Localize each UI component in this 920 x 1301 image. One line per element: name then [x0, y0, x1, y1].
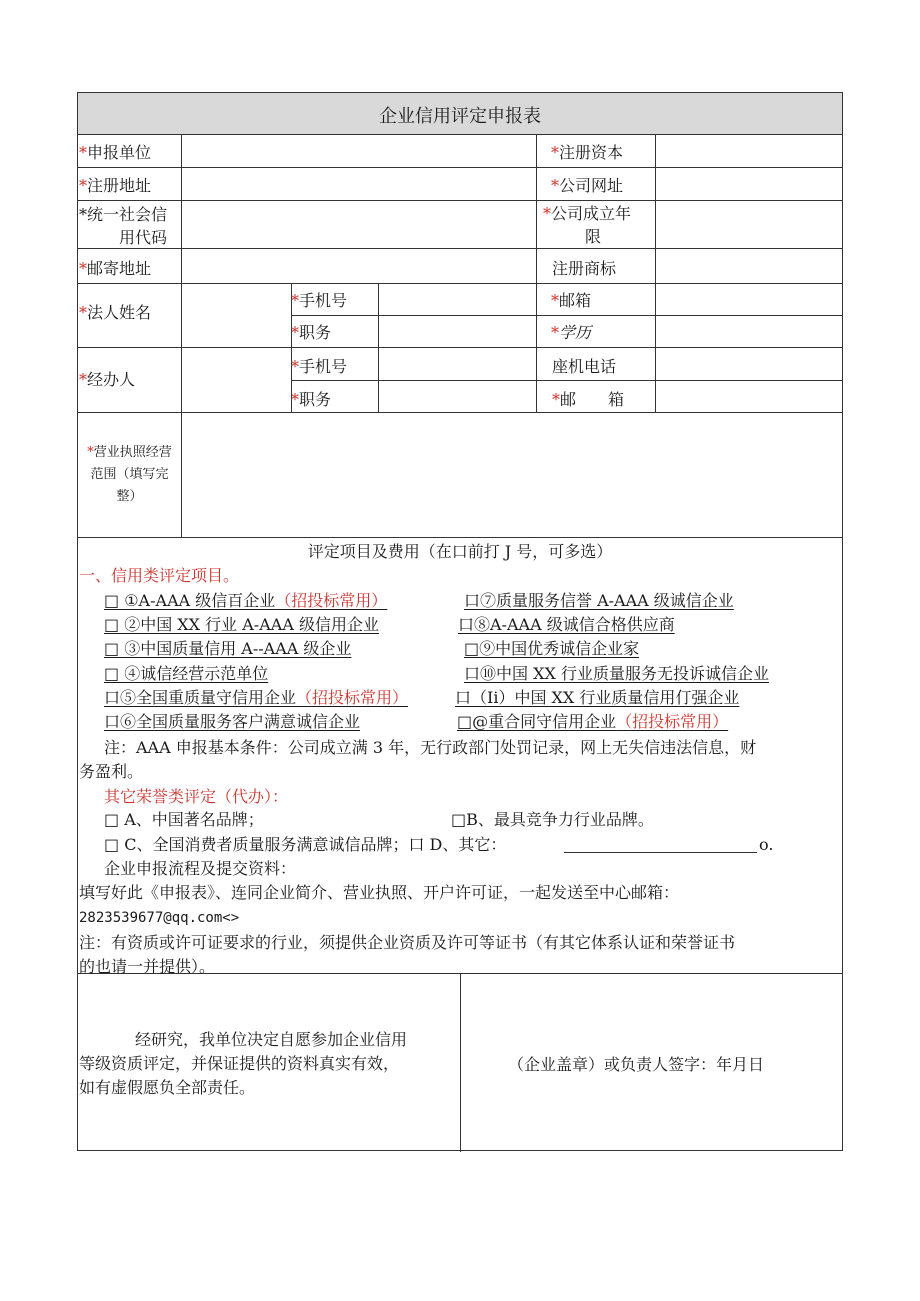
website-label: *公司网址: [551, 176, 624, 195]
process-email: 2823539677@qq.com<>: [79, 910, 240, 926]
years-label-2: 限: [585, 227, 602, 246]
option-11[interactable]: 口（Ii）中国 XX 行业质量信用仃强企业: [455, 688, 740, 707]
years-label: *公司成立年: [543, 204, 632, 223]
education-label: *学历: [551, 323, 592, 342]
handler-email-label: *邮 箱: [552, 390, 625, 409]
trademark-label: 注册商标: [552, 259, 617, 278]
aaa-note: 注：AAA 申报基本条件：公司成立满 3 年，无行政部门处罚记录，网上无失信违法信息，财: [104, 738, 757, 757]
option-8[interactable]: 口⑧A-AAA 级诚信合格供应商: [458, 615, 675, 634]
handler-mobile-label: *手机号: [291, 357, 348, 376]
option-12[interactable]: □@重合同守信用企业（招投标常用）: [457, 712, 729, 731]
legal-email-label: *邮箱: [551, 291, 592, 310]
option-6[interactable]: 口⑥全国质量服务客户满意诚信企业: [104, 712, 361, 731]
process-note-2: 的也请一并提供）。: [79, 957, 216, 976]
option-2[interactable]: □ ②中国 XX 行业 A-AAA 级信用企业: [104, 615, 379, 634]
registered-capital-label: *注册资本: [551, 143, 624, 162]
declaration-line-3: 如有虚假愿负全部责任。: [79, 1078, 256, 1097]
form-title: 企业信用评定申报表: [379, 106, 541, 127]
option-9[interactable]: □⑨中国优秀诚信企业家: [464, 639, 640, 658]
legal-mobile-label: *手机号: [291, 291, 348, 310]
declaration-line-1: 经研究，我单位决定自愿参加企业信用: [135, 1030, 408, 1049]
landline-label: 座机电话: [552, 357, 617, 376]
process-title: 企业申报流程及提交资料：: [104, 859, 297, 878]
handler-label: *经办人: [79, 370, 136, 389]
option-1[interactable]: □ ①A-AAA 级信百企业（招投标常用）: [104, 591, 388, 610]
legal-position-label: *职务: [291, 323, 332, 342]
aaa-note-2: 务盈利。: [79, 762, 144, 781]
credit-code-label-2: 用代码: [119, 228, 168, 247]
declaration-line-2: 等级资质评定，并保证提供的资料真实有效，: [79, 1054, 400, 1073]
registered-address-label: *注册地址: [79, 176, 152, 195]
process-text: 填写好此《申报表》、连同企业简介、营业执照、开户许可证，一起发送至中心邮箱：: [79, 883, 680, 902]
option-5[interactable]: 口⑤全国重质量守信用企业（招投标常用）: [104, 688, 409, 707]
option-4[interactable]: □ ④诚信经营示范单位: [104, 664, 269, 683]
handler-position-label: *职务: [291, 390, 332, 409]
credit-rating-form: [77, 92, 843, 1151]
other-option-a[interactable]: □ A、中国著名品牌；: [104, 810, 264, 829]
other-input-line[interactable]: [564, 852, 757, 853]
other-option-b[interactable]: □B、最具竞争力行业品牌。: [451, 810, 654, 829]
option-3[interactable]: □ ③中国质量信用 A--AAA 级企业: [104, 639, 352, 658]
business-scope-label: *营业执照经营 范围（填写完 整）: [87, 445, 172, 504]
legal-person-label: *法人姓名: [79, 303, 152, 322]
process-note: 注：有资质或许可证要求的行业，须提供企业资质及许可等证书（有其它体系认证和荣誉证书: [79, 933, 736, 952]
applicant-label: *申报单位: [79, 143, 152, 162]
signature-line: （企业盖章）或负责人签字：年月日: [508, 1055, 765, 1074]
credit-code-label: *统一社会信: [79, 205, 168, 224]
other-option-c-d[interactable]: □ C、全国消费者质量服务满意诚信品牌；口 D、其它：: [104, 835, 507, 854]
option-7[interactable]: 口⑦质量服务信誉 A-AAA 级诚信企业: [464, 591, 734, 610]
mailing-address-label: *邮寄地址: [79, 259, 152, 278]
other-end: o.: [759, 835, 774, 854]
other-section-title: 其它荣誉类评定（代办）：: [104, 787, 289, 806]
credit-section-title: 一、信用类评定项目。: [79, 566, 240, 585]
projects-heading: 评定项目及费用（在口前打 J 号，可多选）: [307, 542, 613, 561]
option-10[interactable]: 口⑩中国 XX 行业质量服务无投诉诚信企业: [464, 664, 769, 683]
